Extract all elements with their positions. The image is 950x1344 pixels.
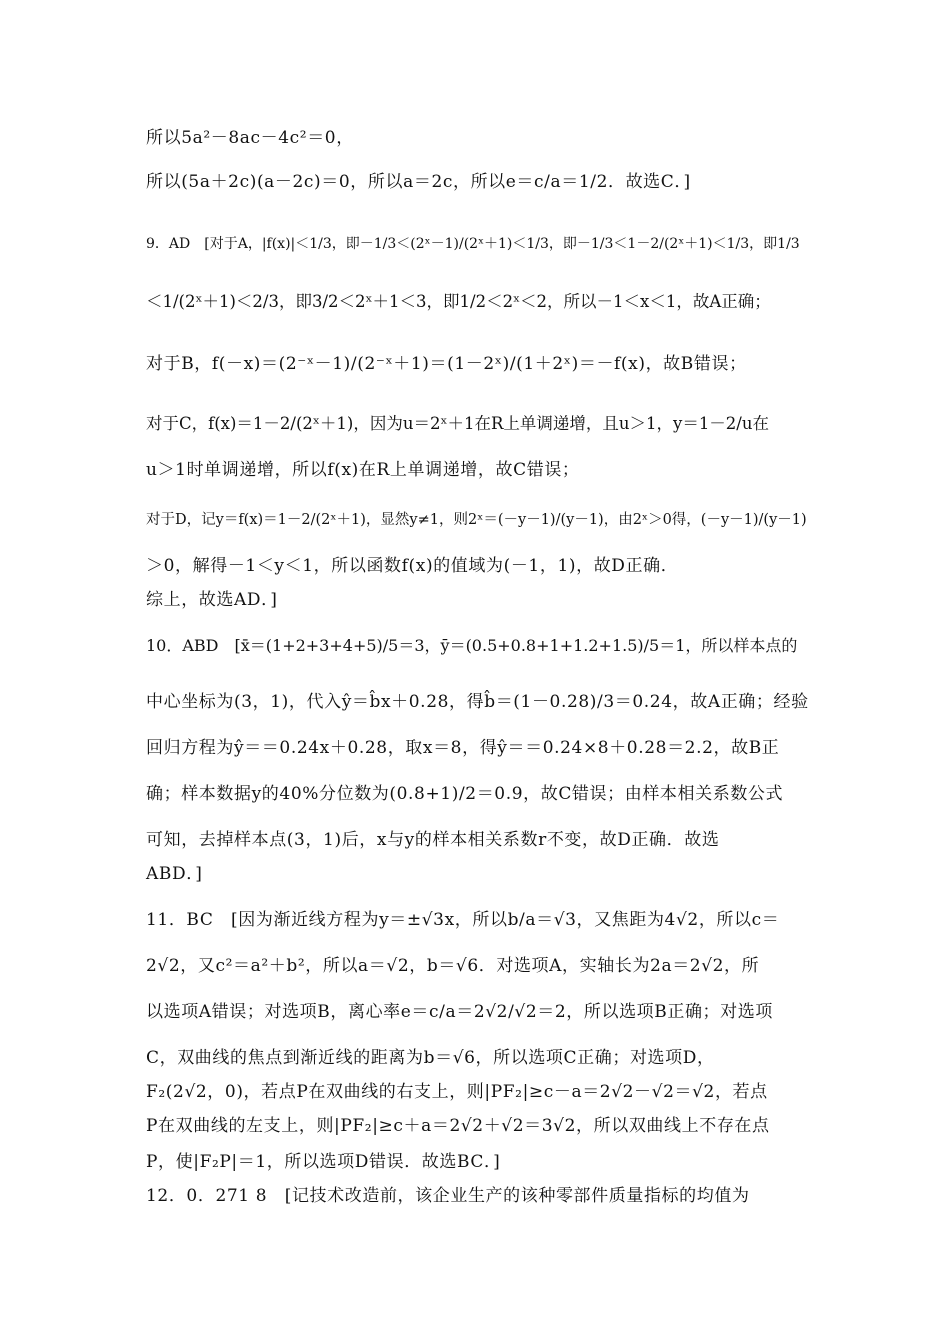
text-line-6: 对于C，f(x)＝1－2/(2ˣ＋1)，因为u＝2ˣ＋1在R上单调递增，且u＞1，y＝1－2/u在 xyxy=(146,414,769,433)
text-line-5: 对于B，f(－x)＝(2⁻ˣ－1)/(2⁻ˣ＋1)＝(1－2ˣ)/(1＋2ˣ)＝－f(x)，故B错误； xyxy=(146,354,747,374)
text-line-24: 12．0．271 8 [记技术改造前，该企业生产的该种零部件质量指标的均值为 xyxy=(146,1186,750,1206)
text-line-2: 所以(5a＋2c)(a－2c)＝0，所以a＝2c，所以e＝c/a＝1/2．故选C．] xyxy=(146,172,691,192)
text-line-12: 中心坐标为(3，1)，代入ŷ＝b̂x＋0.28，得b̂＝(1－0.28)/3＝0.24，故A正确；经验 xyxy=(146,692,809,712)
text-line-1: 所以5a²－8ac－4c²＝0， xyxy=(146,128,354,148)
text-line-9: ＞0，解得－1＜y＜1，所以函数f(x)的值域为(－1，1)，故D正确． xyxy=(146,556,679,576)
text-line-13: 回归方程为ŷ＝＝0.24x＋0.28，取x＝8，得ŷ＝＝0.24×8＋0.28＝2.2，故B正 xyxy=(146,738,780,758)
text-line-7: u＞1时单调递增，所以f(x)在R上单调递增，故C错误； xyxy=(146,460,580,480)
text-line-21: F₂(2√2，0)，若点P在双曲线的右支上，则|PF₂|≥c－a＝2√2－√2＝√2，若点 xyxy=(146,1082,768,1102)
text-line-22: P在双曲线的左支上，则|PF₂|≥c＋a＝2√2＋√2＝3√2，所以双曲线上不存在点 xyxy=(146,1116,770,1136)
text-line-8: 对于D，记y＝f(x)＝1－2/(2ˣ＋1)，显然y≠1，则2ˣ＝(－y－1)/(y－1)，由2ˣ＞0得，(－y－1)/(y－1) xyxy=(146,512,807,528)
text-line-15: 可知，去掉样本点(3，1)后，x与y的样本相关系数r不变，故D正确．故选 xyxy=(146,830,720,850)
text-line-19: 以选项A错误；对选项B，离心率e＝c/a＝2√2/√2＝2，所以选项B正确；对选项 xyxy=(146,1002,773,1022)
text-line-11: 10．ABD [x̄＝(1+2+3+4+5)/5＝3，ȳ＝(0.5+0.8+1+1.2+1.5)/5＝1，所以样本点的 xyxy=(146,636,798,655)
text-line-18: 2√2，又c²＝a²＋b²，所以a＝√2，b＝√6．对选项A，实轴长为2a＝2√2，所 xyxy=(146,956,760,976)
text-line-10: 综上，故选AD．] xyxy=(146,590,278,610)
text-line-17: 11．BC [因为渐近线方程为y＝±√3x，所以b/a＝√3，又焦距为4√2，所以c＝ xyxy=(146,910,780,930)
text-line-14: 确；样本数据y的40%分位数为(0.8+1)/2＝0.9，故C错误；由样本相关系数公式 xyxy=(146,784,784,804)
text-line-3: 9．AD [对于A，|f(x)|＜1/3，即－1/3＜(2ˣ－1)/(2ˣ＋1)＜1/3，即－1/3＜1－2/(2ˣ＋1)＜1/3，即1/3 xyxy=(146,236,800,252)
text-line-20: C，双曲线的焦点到渐近线的距离为b＝√6，所以选项C正确；对选项D， xyxy=(146,1048,715,1068)
text-line-23: P，使|F₂P|＝1，所以选项D错误．故选BC．] xyxy=(146,1152,501,1172)
text-line-4: ＜1/(2ˣ＋1)＜2/3，即3/2＜2ˣ＋1＜3，即1/2＜2ˣ＜2，所以－1＜x＜1，故A正确； xyxy=(146,292,771,311)
text-line-16: ABD．] xyxy=(146,864,203,884)
